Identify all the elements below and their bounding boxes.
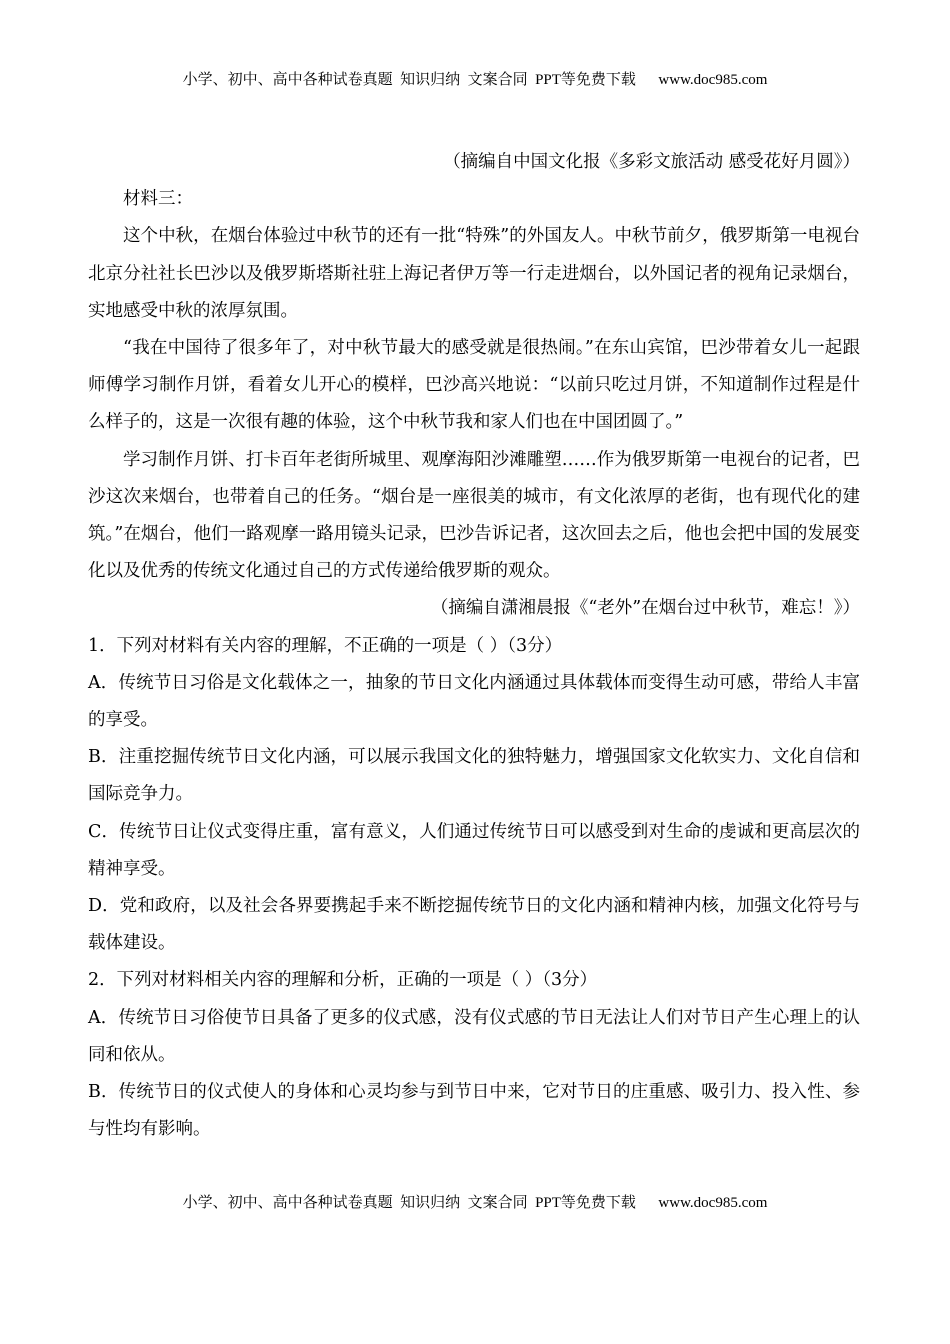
page-header: 小学、初中、高中各种试卷真题 知识归纳 文案合同 PPT等免费下载 www.doc985.com — [182, 72, 768, 88]
paragraph-3: 学习制作月饼、打卡百年老街所城里、观摩海阳沙滩雕塑……作为俄罗斯第一电视台的记者，巴沙这次来烟台，也带着自己的任务。“烟台是一座很美的城市，有文化浓厚的老街，也有现代化的建筑。”在烟台，他们一路观摩一路用镜头记录，巴沙告诉记者，这次回去之后，他也会把中国的发展变化以及优秀的传统文化通过自己的方式传递给俄罗斯的观众。 — [88, 449, 860, 582]
source-citation-2: （摘编自潇湘晨报《“老外”在烟台过中秋节，难忘！》） — [430, 598, 860, 619]
question-1-option-d: D．党和政府，以及社会各界要携起手来不断挖掘传统节日的文化内涵和精神内核，加强文化符号与载体建设。 — [88, 896, 860, 954]
page-footer: 小学、初中、高中各种试卷真题 知识归纳 文案合同 PPT等免费下载 www.doc985.com — [182, 1195, 768, 1211]
question-2-option-b: B．传统节日的仪式使人的身体和心灵均参与到节日中来，它对节日的庄重感、吸引力、投入性、参与性均有影响。 — [88, 1082, 860, 1140]
question-1-option-a: A．传统节日习俗是文化载体之一，抽象的节日文化内涵通过具体载体而变得生动可感，带给人丰富的享受。 — [88, 672, 860, 731]
paragraph-1: 这个中秋，在烟台体验过中秋节的还有一批“特殊”的外国友人。中秋节前夕，俄罗斯第一电视台北京分社社长巴沙以及俄罗斯塔斯社驻上海记者伊万等一行走进烟台，以外国记者的视角记录烟台，实地感受中秋的浓厚氛围。 — [88, 226, 860, 321]
source-citation-1: （摘编自中国文化报《多彩文旅活动 感受花好月圆》） — [443, 152, 860, 172]
question-2-option-a: A．传统节日习俗使节日具备了更多的仪式感，没有仪式感的节日无法让人们对节日产生心理上的认同和依从。 — [88, 1007, 860, 1065]
question-1-option-c: C．传统节日让仪式变得庄重，富有意义，人们通过传统节日可以感受到对生命的虔诚和更高层次的精神享受。 — [88, 821, 860, 879]
question-2-stem: 2．下列对材料相关内容的理解和分析，正确的一项是（ ）（3分） — [88, 970, 598, 991]
document-body — [88, 144, 860, 1148]
paragraph-2: “我在中国待了很多年了，对中秋节最大的感受就是很热闹。”在东山宾馆，巴沙带着女儿一起跟师傅学习制作月饼，看着女儿开心的模样，巴沙高兴地说：“以前只吃过月饼，不知道制作过程是什么样子的，这是一次很有趣的体验，这个中秋节我和家人们也在中国团圆了。” — [88, 338, 860, 433]
question-1-stem: 1．下列对材料有关内容的理解，不正确的一项是（ ）（3分） — [88, 635, 563, 656]
question-1-option-b: B．注重挖掘传统节日文化内涵，可以展示我国文化的独特魅力，增强国家文化软实力、文化自信和国际竞争力。 — [88, 747, 860, 805]
section-title: 材料三： — [123, 189, 193, 210]
